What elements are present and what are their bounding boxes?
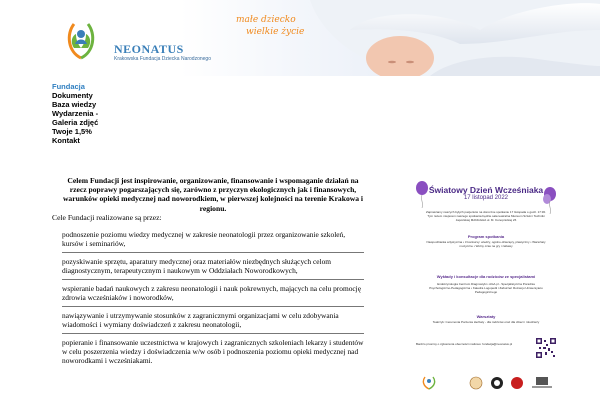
poster-workshop-text: Endokrynologia Centrum Diagnostyki • AGA.pl - Specjalistyczna Poradnia Psychologiczno-Pedagogiczna • Katedra Logopedii i Zaburzeń Rozwoju Uniwersytetu Pedagogicznego xyxy=(429,282,543,294)
qr-code-icon xyxy=(536,338,556,358)
poster-intro-text: Zapraszamy naszych byłych pacjentów na doroczne spotkanie 17 listopada o godz. 17:30. Tym razem miejscem naszego spotkania będzie sala teatralna Muzeum Sztuki i Techniki Japońskiej MANGGHA ul. M. Konopnickiej 26 xyxy=(426,210,546,222)
goal-item: popieranie i finansowanie uczestnictwa w krajowych i zagranicznych szkoleniach lekarzy i studentów w celu poszerzenia wiedzy i doświadczenia w/w osób i podnoszenia poziomu opieki medycznej nad noworodkami i wcześniakami. xyxy=(62,338,364,365)
poster-date: 17 listopad 2022 xyxy=(463,195,509,201)
nav-item-baza-wiedzy[interactable]: Baza wiedzy xyxy=(52,100,97,109)
poster-program-heading: Program spotkania xyxy=(467,234,505,239)
tagline-line-1: małe dziecko xyxy=(236,15,296,25)
foundation-logo-icon[interactable] xyxy=(64,18,98,60)
partner-logo-icon xyxy=(490,376,504,390)
poster-title: Światowy Dzień Wcześniaka xyxy=(428,185,544,195)
tagline-line-2: wielkie życie xyxy=(246,27,305,37)
nav-item-wydarzenia[interactable]: Wydarzenia - xyxy=(52,109,99,118)
poster-bottom-heading: Warsztaty xyxy=(476,314,496,319)
nav-item-twoje-procent[interactable]: Twoje 1,5% xyxy=(52,127,92,136)
poster-registration-text: Bardzo prosimy o zgłoszenia obecności mailowo: fundacja@neonatus.pl xyxy=(416,342,513,346)
header-banner xyxy=(0,0,600,76)
partner-logo-icon xyxy=(510,376,524,390)
nav-item-fundacja[interactable]: Fundacja xyxy=(52,82,85,91)
nav-item-galeria[interactable]: Galeria zdjęć xyxy=(52,118,99,127)
goals-list xyxy=(62,230,364,373)
logo-name: NEONATUS xyxy=(114,42,184,56)
logo-subtitle: Krakowska Fundacja Dziecka Narodzonego xyxy=(114,56,211,62)
mission-statement: Celem Fundacji jest inspirowanie, organizowanie, finansowanie i wspomaganie działań na rzecz poprawy pogarszających się, zarówno z przyczyn ekologicznych jak i finansowych, warunków opieki medycznej nad noworodkiem, w pierwszej kolejności na terenie Krakowa i regionu. xyxy=(62,176,364,213)
poster-workshop-heading: Wykłady i konsultacje dla rodziców ze specjalistami xyxy=(436,274,536,279)
partner-logo-icon xyxy=(530,376,554,390)
event-poster[interactable] xyxy=(412,176,560,398)
goal-item: pozyskiwanie sprzętu, aparatury medycznej oraz materiałów niezbędnych służących celom diagnostycznym, terapeutycznym i naukowym w Oddziałach Noworodkowych, xyxy=(62,257,364,280)
goal-item: wspieranie badań naukowych z zakresu neonatologii i nauk pokrewnych, mających na celu promocję zdrowia wcześniaków i noworodków, xyxy=(62,284,364,307)
poster-bottom-text: Teatrzyk: Ceremonia Parzenia Herbaty - dla rodziców oraz dla dzieci i młodzieży xyxy=(432,320,540,324)
nav-item-dokumenty[interactable]: Dokumenty xyxy=(52,91,93,100)
goal-item: podnoszenie poziomu wiedzy medycznej w zakresie neonatologii przez organizowanie szkoleń, kursów i seminariów, xyxy=(62,230,364,253)
poster-program-text: Niespodzianka artystyczna • 3 konkursy: wiedzy, ogólno-dziecięcy, plastyczny • Warsztaty muzyczne • Wolny czas na gry i zabawy xyxy=(426,240,546,248)
main-navigation xyxy=(52,82,98,145)
goals-lead: Cele Fundacji realizowane są przez: xyxy=(52,213,162,222)
nav-item-kontakt[interactable]: Kontakt xyxy=(52,136,80,145)
neonatus-small-logo-icon xyxy=(420,376,438,390)
goal-item: nawiązywanie i utrzymywanie stosunków z zagranicznymi organizacjami w celu zdobywania wiadomości i wymiany doświadczeń z zakresu neonatologii, xyxy=(62,311,364,334)
partner-logo-icon xyxy=(468,376,484,390)
sleeping-baby-image xyxy=(290,0,600,76)
